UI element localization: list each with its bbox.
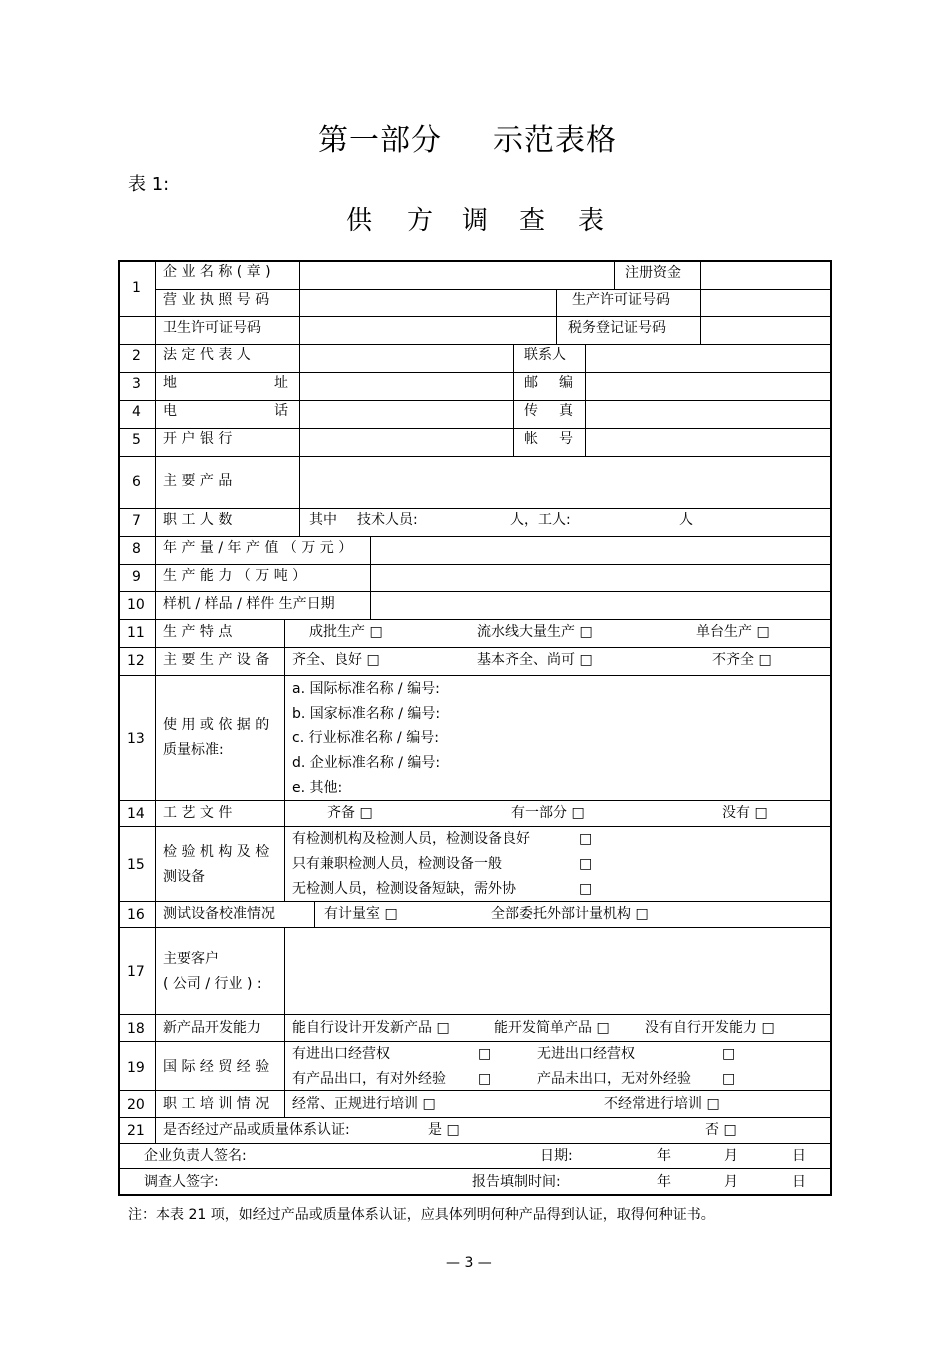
products-exported-option: 有产品出口，有对外经验 bbox=[292, 1071, 446, 1087]
contact-person-label: 联系人 bbox=[524, 347, 566, 363]
export-right-option: 有进出口经营权 bbox=[292, 1046, 390, 1062]
sample-date-label: 样机 / 样品 / 样件 生产日期 bbox=[163, 596, 335, 612]
production-feature-label: 生 产 特 点 bbox=[163, 624, 233, 640]
report-month-label: 月 bbox=[724, 1174, 738, 1190]
batch-production-option[interactable]: 成批生产 □ bbox=[309, 624, 383, 640]
inspection-label-b: 测设备 bbox=[163, 869, 205, 885]
signature-month-label: 月 bbox=[724, 1148, 738, 1164]
not-exported-option: 产品未出口，无对外经验 bbox=[537, 1071, 691, 1087]
page-number: — 3 — bbox=[446, 1255, 492, 1271]
row-9-number: 9 bbox=[132, 569, 141, 585]
regular-training-option[interactable]: 经常、正规进行培训 □ bbox=[292, 1096, 436, 1112]
not-exported-checkbox[interactable]: □ bbox=[722, 1071, 736, 1087]
workers-unit-label: 人 bbox=[679, 512, 693, 528]
health-permit-label: 卫生许可证号码 bbox=[163, 320, 261, 336]
row-14-number: 14 bbox=[127, 806, 145, 822]
irregular-training-option[interactable]: 不经常进行培训 □ bbox=[604, 1096, 720, 1112]
main-products-label: 主 要 产 品 bbox=[163, 473, 233, 489]
address-label-b: 址 bbox=[274, 375, 288, 391]
postcode-label-a: 邮 bbox=[524, 375, 538, 391]
row-11-number: 11 bbox=[127, 625, 145, 641]
inspection-option-3: 无检测人员，检测设备短缺，需外协 bbox=[292, 881, 516, 897]
form-title-char-3: 调 bbox=[462, 206, 489, 236]
address-label-a: 地 bbox=[163, 375, 177, 391]
row-17-number: 17 bbox=[127, 964, 145, 980]
equipment-incomplete-option[interactable]: 不齐全 □ bbox=[712, 652, 772, 668]
form-title-char-1: 供 bbox=[346, 206, 373, 236]
standard-item-e: e. 其他: bbox=[292, 780, 343, 796]
annual-output-label: 年 产 量 / 年 产 值 （ 万 元 ） bbox=[163, 540, 353, 556]
table-label: 表 1: bbox=[128, 174, 170, 195]
row-21-number: 21 bbox=[127, 1123, 145, 1139]
standard-item-a: a. 国际标准名称 / 编号: bbox=[292, 681, 440, 697]
trade-experience-label: 国 际 经 贸 经 验 bbox=[163, 1059, 270, 1075]
export-right-checkbox[interactable]: □ bbox=[478, 1046, 492, 1062]
quality-standard-label-b: 质量标准: bbox=[163, 742, 224, 758]
standard-item-d: d. 企业标准名称 / 编号: bbox=[292, 755, 441, 771]
no-development-option[interactable]: 没有自行开发能力 □ bbox=[645, 1020, 775, 1036]
legal-representative-label: 法 定 代 表 人 bbox=[163, 347, 251, 363]
inspection-option-2: 只有兼职检测人员，检测设备一般 bbox=[292, 856, 502, 872]
row-3-number: 3 bbox=[132, 376, 141, 392]
row-1-number: 1 bbox=[132, 280, 141, 296]
certification-label: 是否经过产品或质量体系认证: bbox=[163, 1122, 350, 1138]
inspection-checkbox-3[interactable]: □ bbox=[579, 881, 593, 897]
products-exported-checkbox[interactable]: □ bbox=[478, 1071, 492, 1087]
inspection-checkbox-1[interactable]: □ bbox=[579, 831, 593, 847]
single-unit-option[interactable]: 单台生产 □ bbox=[696, 624, 770, 640]
table-footnote: 注：本表 21 项，如经过产品或质量体系认证，应具体列明何种产品得到认证，取得何种证书。 bbox=[128, 1207, 715, 1223]
inspection-label-a: 检 验 机 构 及 检 bbox=[163, 844, 270, 860]
main-equipment-label: 主 要 生 产 设 备 bbox=[163, 652, 270, 668]
calibration-label: 测试设备校准情况 bbox=[163, 906, 275, 922]
process-documents-label: 工 艺 文 件 bbox=[163, 805, 233, 821]
signature-day-label: 日 bbox=[792, 1148, 806, 1164]
among-label: 其中 bbox=[309, 512, 337, 528]
outsourced-metrology-option[interactable]: 全部委托外部计量机构 □ bbox=[491, 906, 649, 922]
no-export-right-checkbox[interactable]: □ bbox=[722, 1046, 736, 1062]
standard-item-b: b. 国家标准名称 / 编号: bbox=[292, 706, 441, 722]
report-day-label: 日 bbox=[792, 1174, 806, 1190]
company-head-signature-label: 企业负责人签名: bbox=[144, 1148, 247, 1164]
report-year-label: 年 bbox=[657, 1174, 671, 1190]
page-title-part: 第一部分 bbox=[318, 123, 442, 158]
workers-label: 人，工人: bbox=[510, 512, 571, 528]
row-8-number: 8 bbox=[132, 541, 141, 557]
row-19-number: 19 bbox=[127, 1060, 145, 1076]
signature-year-label: 年 bbox=[657, 1148, 671, 1164]
certified-no-option[interactable]: 否 □ bbox=[705, 1122, 737, 1138]
row-6-number: 6 bbox=[132, 474, 141, 490]
certified-yes-option[interactable]: 是 □ bbox=[428, 1122, 460, 1138]
postcode-label-b: 编 bbox=[559, 375, 573, 391]
company-name-label: 企 业 名 称 ( 章 ) bbox=[163, 264, 271, 280]
row-16-number: 16 bbox=[127, 907, 145, 923]
quality-standard-label-a: 使 用 或 依 据 的 bbox=[163, 717, 270, 733]
investigator-signature-label: 调查人签字: bbox=[144, 1174, 219, 1190]
metrology-room-option[interactable]: 有计量室 □ bbox=[324, 906, 398, 922]
account-label-b: 号 bbox=[559, 431, 573, 447]
simple-product-option[interactable]: 能开发简单产品 □ bbox=[494, 1020, 610, 1036]
form-title-char-5: 表 bbox=[578, 206, 605, 236]
row-7-number: 7 bbox=[132, 513, 141, 529]
main-customers-label-a: 主要客户 bbox=[163, 951, 219, 967]
report-time-label: 报告填制时间: bbox=[472, 1174, 561, 1190]
fax-label-b: 真 bbox=[559, 403, 573, 419]
signature-date-label: 日期: bbox=[540, 1148, 573, 1164]
row-10-number: 10 bbox=[127, 597, 145, 613]
technicians-label: 技术人员: bbox=[357, 512, 418, 528]
row-15-number: 15 bbox=[127, 857, 145, 873]
business-license-label: 营 业 执 照 号 码 bbox=[163, 292, 270, 308]
inspection-option-1: 有检测机构及检测人员，检测设备良好 bbox=[292, 831, 530, 847]
equipment-basic-option[interactable]: 基本齐全、尚可 □ bbox=[477, 652, 593, 668]
phone-label-b: 话 bbox=[274, 403, 288, 419]
tax-registration-label: 税务登记证号码 bbox=[568, 320, 666, 336]
independent-design-option[interactable]: 能自行设计开发新产品 □ bbox=[292, 1020, 450, 1036]
docs-complete-option[interactable]: 齐备 □ bbox=[327, 805, 373, 821]
capacity-label: 生 产 能 力 （ 万 吨 ） bbox=[163, 568, 307, 584]
row-12-number: 12 bbox=[127, 653, 145, 669]
row-20-number: 20 bbox=[127, 1097, 145, 1113]
account-label-a: 帐 bbox=[524, 431, 538, 447]
assembly-line-option[interactable]: 流水线大量生产 □ bbox=[477, 624, 593, 640]
row-18-number: 18 bbox=[127, 1021, 145, 1037]
production-permit-label: 生产许可证号码 bbox=[572, 292, 670, 308]
training-label: 职 工 培 训 情 况 bbox=[163, 1096, 270, 1112]
row-5-number: 5 bbox=[132, 432, 141, 448]
row-2-number: 2 bbox=[132, 348, 141, 364]
page-title-name: 示范表格 bbox=[493, 123, 617, 158]
bank-label: 开 户 银 行 bbox=[163, 431, 233, 447]
docs-none-option[interactable]: 没有 □ bbox=[722, 805, 768, 821]
form-title-char-4: 查 bbox=[519, 206, 546, 236]
docs-partial-option[interactable]: 有一部分 □ bbox=[511, 805, 585, 821]
form-title-char-2: 方 bbox=[407, 206, 434, 236]
equipment-complete-option[interactable]: 齐全、良好 □ bbox=[292, 652, 380, 668]
phone-label-a: 电 bbox=[163, 403, 177, 419]
standard-item-c: c. 行业标准名称 / 编号: bbox=[292, 730, 439, 746]
no-export-right-option: 无进出口经营权 bbox=[537, 1046, 635, 1062]
registered-capital-label: 注册资金 bbox=[625, 265, 681, 281]
inspection-checkbox-2[interactable]: □ bbox=[579, 856, 593, 872]
row-4-number: 4 bbox=[132, 404, 141, 420]
main-customers-label-b: ( 公司 / 行业 ) : bbox=[163, 976, 262, 992]
fax-label-a: 传 bbox=[524, 403, 538, 419]
new-product-label: 新产品开发能力 bbox=[163, 1020, 261, 1036]
employees-label: 职 工 人 数 bbox=[163, 512, 233, 528]
row-13-number: 13 bbox=[127, 731, 145, 747]
